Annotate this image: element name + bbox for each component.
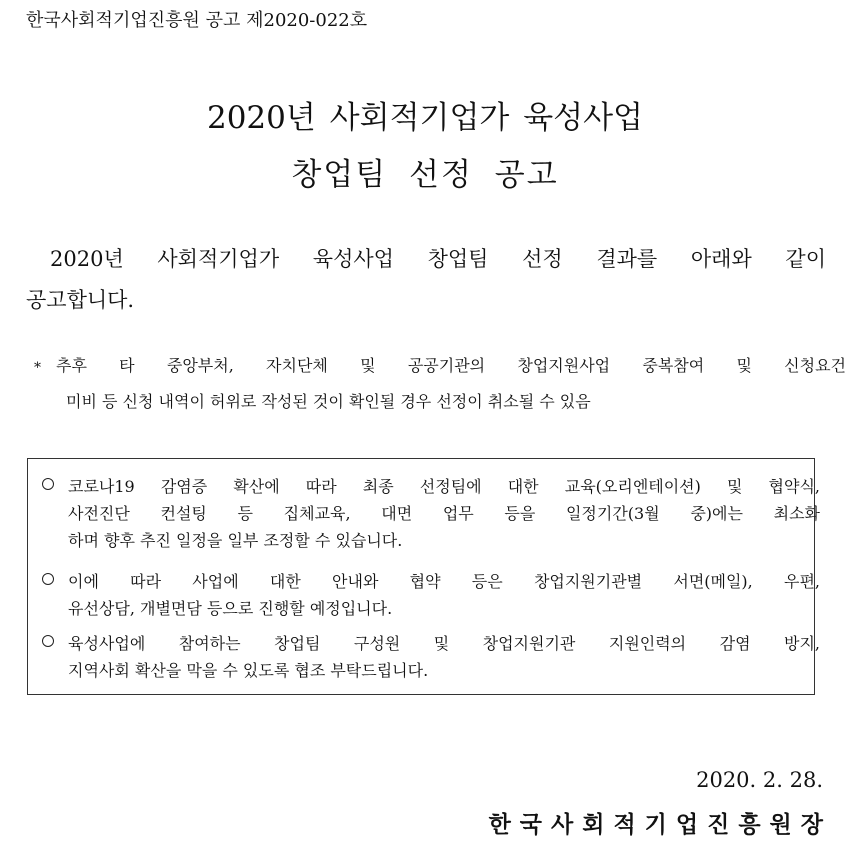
notice-item-line: 육성사업에 참여하는 창업팀 구성원 및 창업지원기관 지원인력의 감염 방지,: [68, 634, 820, 653]
intro-line-2: 공고합니다.: [26, 288, 135, 312]
title-line-1: 2020년 사회적기업가 육성사업: [206, 100, 643, 136]
issuer-signature: 한국사회적기업진흥원장: [488, 811, 832, 838]
notice-item-line: 코로나19 감염증 확산에 따라 최종 선정팀에 대한 교육(오리엔테이션) 및 협약식,: [68, 477, 820, 496]
intro-line-1: 2020년 사회적기업가 육성사업 창업팀 선정 결과를 아래와 같이: [50, 247, 826, 271]
notice-number: 한국사회적기업진흥원 공고 제2020-022호: [26, 10, 368, 31]
circle-bullet-icon: [42, 573, 54, 585]
circle-bullet-icon: [42, 635, 54, 647]
caution-line-2: 미비 등 신청 내역이 허위로 작성된 것이 확인될 경우 선정이 취소될 수 있음: [66, 392, 591, 411]
notice-item-line: 지역사회 확산을 막을 수 있도록 협조 부탁드립니다.: [68, 661, 429, 680]
notice-date: 2020. 2. 28.: [696, 768, 823, 792]
caution-line-1: 추후 타 중앙부처, 자치단체 및 공공기관의 창업지원사업 중복참여 및 신청요건: [56, 356, 846, 375]
caution-note: [26, 356, 846, 418]
notice-item-line: 이에 따라 사업에 대한 안내와 협약 등은 창업지원기관별 서면(메일), 우편,: [68, 572, 820, 591]
notice-item-line: 사전진단 컨설팅 등 집체교육, 대면 업무 등을 일정기간(3월 중)에는 최소화: [68, 504, 820, 523]
notice-item-line: 하며 향후 추진 일정을 일부 조정할 수 있습니다.: [68, 531, 403, 550]
circle-bullet-icon: [42, 478, 54, 490]
notice-item-line: 유선상담, 개별면담 등으로 진행할 예정입니다.: [68, 599, 393, 618]
title-line-2: 창업팀 선정 공고: [291, 157, 559, 193]
asterisk-icon: *: [34, 360, 41, 376]
notice-box: [27, 458, 820, 695]
